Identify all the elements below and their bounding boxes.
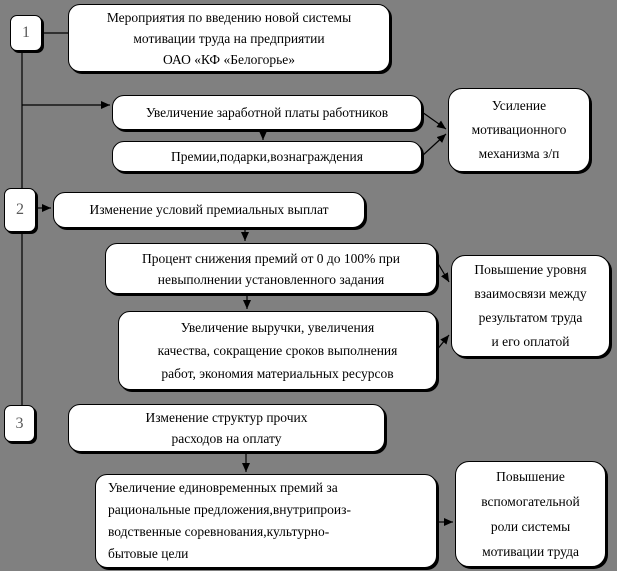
title-box	[68, 4, 390, 72]
outcome1-line: механизма з/п	[478, 146, 560, 161]
outcome2-line: результатом труда	[478, 310, 583, 325]
bonus-gifts-box: Премии,подарки,вознаграждения	[112, 141, 422, 172]
arrow-revenue-to-outcome2	[436, 335, 449, 351]
outcome-motivation-mechanism-box	[448, 88, 590, 172]
outcome2-line: взаимосвязи между	[474, 286, 587, 301]
step-number-2: 2	[4, 188, 36, 232]
premium-conditions-box: Изменение условий премиальных выплат	[53, 192, 365, 228]
revenue-quality-box	[118, 311, 437, 390]
outcome3-line: роли системы	[490, 519, 571, 534]
onetime-line: Увеличение единовременных премий за	[108, 480, 338, 495]
onetime-line: рациональные предложения,внутрипроиз-	[108, 502, 351, 517]
outcome-pay-link-box	[451, 255, 610, 357]
outcome2-line: и его оплатой	[491, 334, 570, 349]
arrow-percent-to-outcome2	[436, 260, 449, 282]
revenue-line: Увеличение выручки, увеличения	[180, 320, 375, 335]
outcome1-line: Усиление	[491, 98, 547, 113]
other-expenses-structure-box	[68, 404, 385, 452]
outcome1-line: мотивационного	[471, 122, 567, 137]
step-number-3: 3	[4, 405, 35, 442]
arrow-salary-to-outcome1	[422, 112, 446, 129]
percent-line: Процент снижения премий от 0 до 100% при	[142, 250, 400, 266]
onetime-premiums-box	[95, 474, 437, 568]
arrow-bonus-to-outcome1	[422, 134, 446, 156]
percent-line: невыполнении установленного задания	[157, 271, 385, 287]
revenue-line: качества, сокращение сроков выполнения	[157, 343, 398, 358]
title-line: ОАО «КФ «Белогорье»	[162, 51, 296, 67]
salary-increase-box: Увеличение заработной платы работников	[112, 95, 422, 130]
title-line: Мероприятия по введению новой системы	[106, 9, 352, 25]
outcome3-line: вспомогательной	[481, 494, 580, 509]
outcome3-line: Повышение	[496, 469, 565, 484]
structure-line: Изменение структур прочих	[145, 410, 308, 425]
outcome-auxiliary-role-box	[455, 461, 606, 567]
premium-reduction-percent-box	[105, 243, 437, 294]
onetime-line: бытовые цели	[108, 546, 189, 561]
title-line: мотивации труда на предприятии	[133, 30, 325, 46]
structure-line: расходов на оплату	[171, 431, 282, 446]
onetime-line: водственные соревнования,культурно-	[108, 524, 330, 539]
outcome3-line: мотивации труда	[482, 544, 579, 559]
revenue-line: работ, экономия материальных ресурсов	[161, 366, 394, 381]
step-number-1: 1	[10, 15, 42, 51]
outcome2-line: Повышение уровня	[474, 262, 587, 277]
